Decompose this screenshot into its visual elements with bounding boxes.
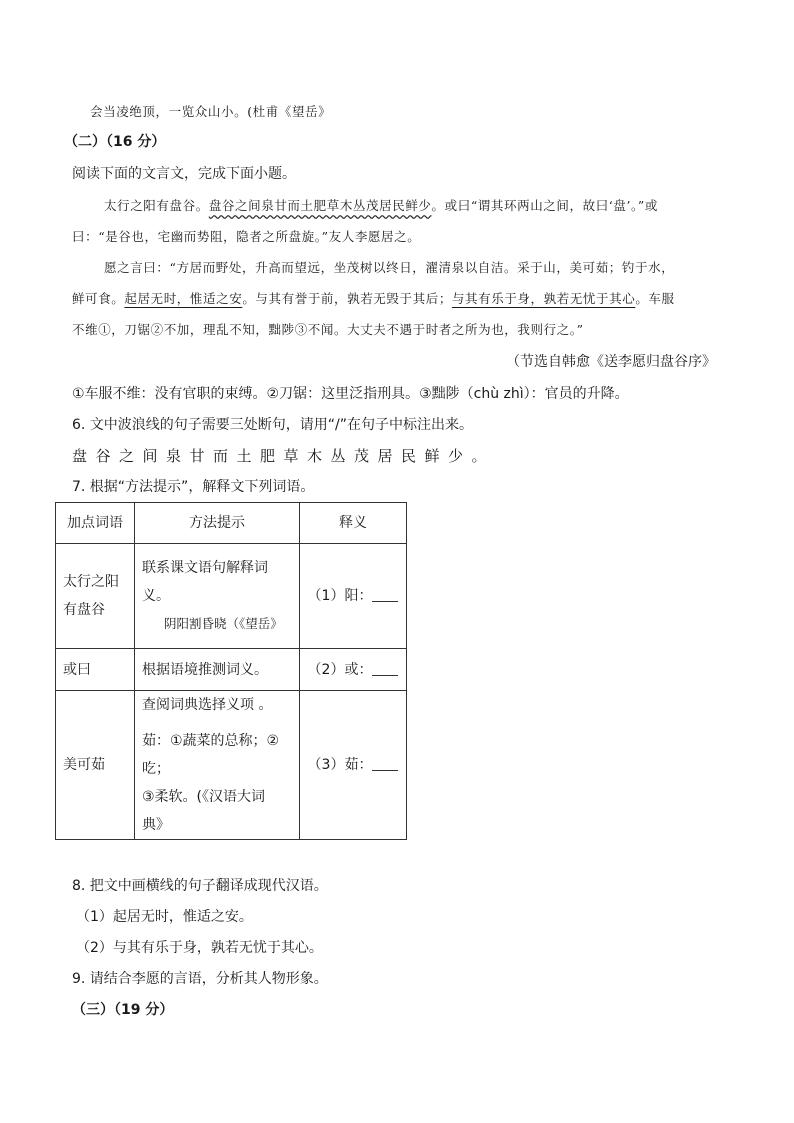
underlined-sentence-1: 起居无时，惟适之安 bbox=[124, 291, 243, 306]
passage-source: （节选自韩愈《送李愿归盘谷序》 bbox=[506, 354, 716, 370]
answer-blank[interactable] bbox=[372, 659, 398, 676]
passage-text: 。车服 bbox=[635, 291, 675, 306]
word-cell: 或曰 bbox=[56, 649, 135, 691]
method-cell: 查阅词典选择义项 。 茹：①蔬菜的总称；②吃； ③柔软。(《汉语大词 典》 bbox=[135, 691, 300, 840]
question-9-prompt: 9. 请结合李愿的言语，分析其人物形象。 bbox=[72, 971, 328, 987]
question-6-prompt: 6. 文中波浪线的句子需要三处断句，请用“/”在句子中标注出来。 bbox=[72, 417, 474, 433]
table-row bbox=[56, 544, 407, 649]
answer-blank[interactable] bbox=[372, 585, 398, 602]
passage-text: 。或曰“谓其环两山之间，故曰‘盘’。”或 bbox=[431, 198, 658, 213]
table-row bbox=[56, 691, 407, 840]
footnote: ①车服不维：没有官职的束缚。②刀锯：这里泛指刑具。③黜陟（chù zhì）：官员的升降。 bbox=[72, 386, 629, 402]
question-7-table bbox=[55, 502, 407, 840]
method-cell: 根据语境推测词义。 bbox=[135, 649, 300, 691]
poem-quote: 阴阳割昏晓（《望岳》 bbox=[164, 616, 283, 631]
passage-p1-line2: 曰：“是谷也，宅幽而势阻，隐者之所盘旋。”友人李愿居之。 bbox=[72, 229, 421, 244]
wavy-underlined-sentence: 盘谷之间泉甘而土肥草木丛茂居民鲜少 bbox=[208, 198, 432, 213]
table-header-row bbox=[56, 503, 407, 544]
passage-text: 。与其有誉于前，孰若无毁于其后； bbox=[242, 291, 452, 306]
passage-p2-line1: 愿之言曰：“方居而野处，升高而望远，坐茂树以终日，濯清泉以自洁。采于山，美可茹；钓于水， bbox=[104, 260, 675, 275]
passage-p1-line1 bbox=[104, 196, 658, 216]
method-cell: 联系课文语句解释词义。 阴阳割昏晓（《望岳》 bbox=[135, 544, 300, 649]
question-8-item-1: （1）起居无时，惟适之安。 bbox=[76, 909, 253, 925]
answer-blank[interactable] bbox=[372, 754, 398, 771]
table-row bbox=[56, 649, 407, 691]
header-meaning: 释义 bbox=[300, 503, 407, 544]
passage-p2-line2 bbox=[72, 289, 675, 309]
answer-cell[interactable]: （3）茹： bbox=[300, 691, 407, 840]
word-cell: 太行之阳 有盘谷 bbox=[56, 544, 135, 649]
reading-instruction: 阅读下面的文言文，完成下面小题。 bbox=[72, 166, 296, 182]
question-8-item-2: （2）与其有乐于身，孰若无忧于其心。 bbox=[76, 940, 323, 956]
passage-p2-line3: 不维①，刀锯②不加，理乱不知，黜陟③不闻。大丈夫不遇于时者之所为也，我则行之。” bbox=[72, 322, 584, 337]
question-7-prompt: 7. 根据“方法提示”，解释文下列词语。 bbox=[72, 479, 315, 495]
word-cell: 美可茹 bbox=[56, 691, 135, 840]
section-3-heading: （三）（19 分） bbox=[72, 1002, 174, 1018]
section-2-heading: （二）（16 分） bbox=[64, 134, 166, 150]
question-8-prompt: 8. 把文中画横线的句子翻译成现代汉语。 bbox=[72, 878, 328, 894]
poem-line: 会当凌绝顶，一览众山小。(杜甫《望岳》 bbox=[90, 104, 332, 119]
header-word: 加点词语 bbox=[56, 503, 135, 544]
passage-text: 鲜可食。 bbox=[72, 291, 125, 306]
question-6-sentence: 盘谷之间泉甘而土肥草木丛茂居民鲜少。 bbox=[72, 447, 496, 465]
header-method: 方法提示 bbox=[135, 503, 300, 544]
underlined-sentence-2: 与其有乐于身，孰若无忧于其心 bbox=[451, 291, 636, 306]
passage-text: 太行之阳有盘谷。 bbox=[104, 198, 209, 213]
answer-cell[interactable]: （2）或： bbox=[300, 649, 407, 691]
answer-cell[interactable]: （1）阳： bbox=[300, 544, 407, 649]
